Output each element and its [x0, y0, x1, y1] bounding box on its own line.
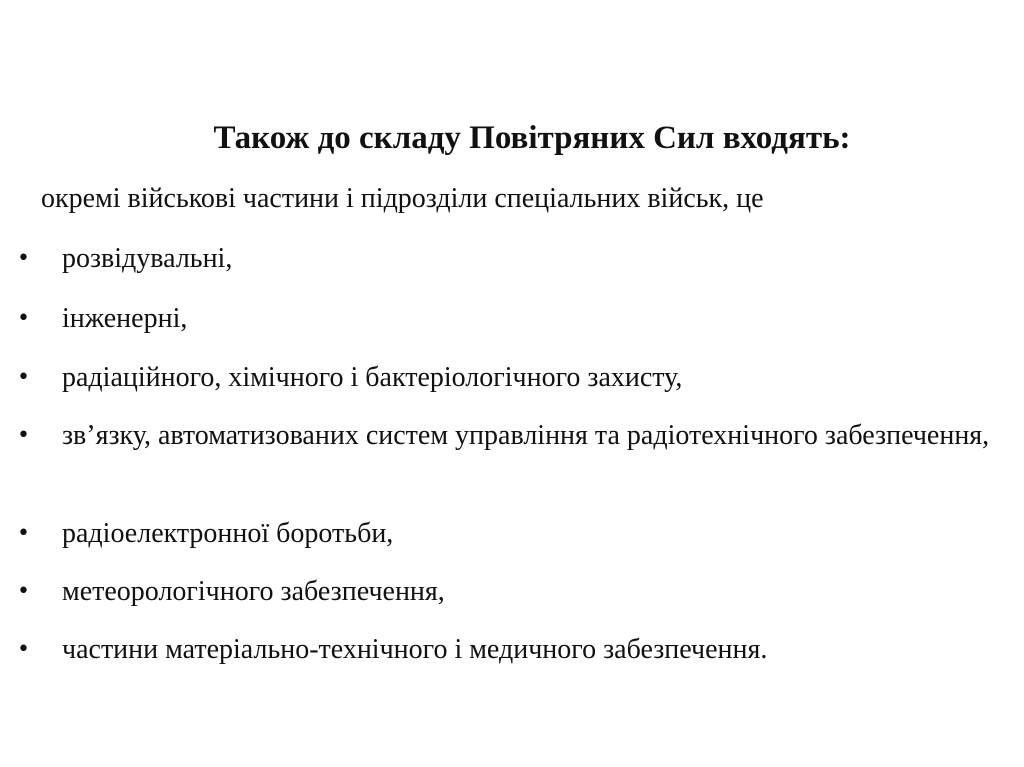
bullet-icon: •: [17, 306, 30, 331]
list-item-text: частини матеріально-технічного і медичного забезпечення.: [62, 634, 768, 665]
list-item-text: радіоелектронної боротьби,: [62, 518, 394, 549]
list-item-text: радіаційного, хімічного і бактеріологічного захисту,: [62, 362, 683, 393]
bullet-icon: •: [17, 365, 30, 390]
bullet-icon: •: [17, 521, 30, 546]
list-item-text: інженерні,: [62, 303, 188, 334]
intro-text: окремі військові частини і підрозділи спеціальних військ, це: [41, 183, 764, 214]
bullet-icon: •: [17, 637, 30, 662]
bullet-icon: •: [17, 423, 30, 448]
bullet-icon: •: [17, 246, 30, 271]
list-item-text: розвідувальні,: [62, 243, 233, 274]
slide-title: Також до складу Повітряних Сил входять:: [213, 120, 851, 156]
bullet-icon: •: [17, 579, 30, 604]
list-item-text: зв’язку, автоматизованих систем управління та радіотехнічного забезпечення,: [62, 420, 990, 451]
list-item-text: метеорологічного забезпечення,: [62, 576, 445, 607]
